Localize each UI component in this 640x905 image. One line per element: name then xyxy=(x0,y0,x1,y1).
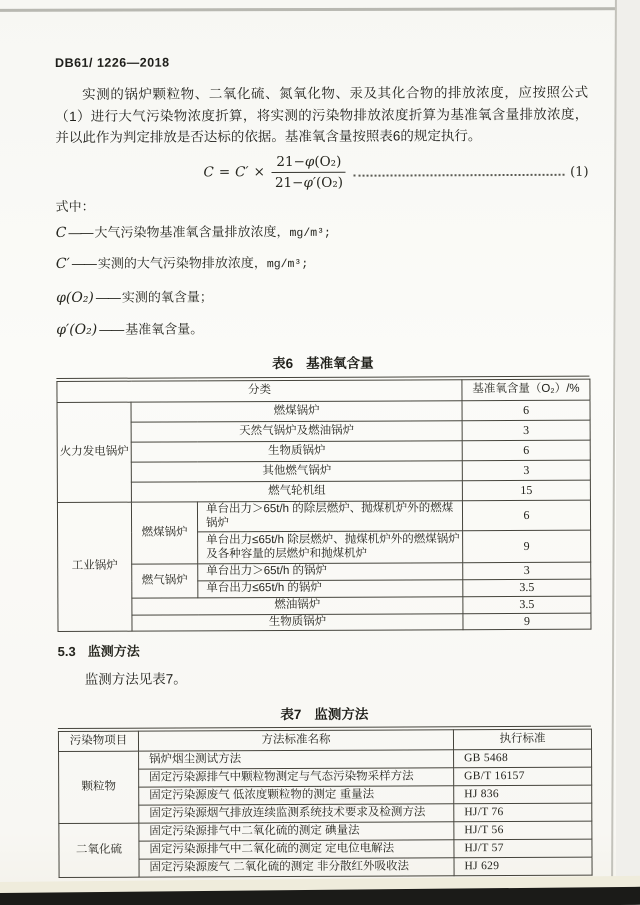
table-row xyxy=(57,460,590,482)
table6-title xyxy=(56,350,589,372)
definition-dash: —— xyxy=(71,255,96,271)
times-sign: × xyxy=(253,164,265,181)
t7-standard-cell: HJ 836 xyxy=(454,785,592,804)
symbol-phi-prime-o2: φ′(O₂) xyxy=(56,321,98,338)
t7-header-method: 方法标准名称 xyxy=(138,730,453,751)
t7-header-standard: 执行标准 xyxy=(453,729,591,750)
section-5-3-body: 监测方法见表7。 xyxy=(84,671,187,687)
document-number: DB61/ 1226—2018 xyxy=(55,55,170,70)
table7-title-text: 监测方法 xyxy=(314,706,369,722)
definition-text: 大气污染物基准氧含量排放浓度， xyxy=(94,223,290,240)
table-row xyxy=(57,480,590,502)
table-row xyxy=(59,803,592,823)
t6-header-class: 分类 xyxy=(57,380,462,403)
t6-cell-value: 6 xyxy=(462,500,590,531)
table-row xyxy=(59,767,592,787)
t6-cell-label: 其他燃气锅炉 xyxy=(131,461,462,482)
t6-cell-value: 3.5 xyxy=(463,579,591,597)
section-5-3-heading xyxy=(58,639,591,660)
intro-paragraph: 实测的锅炉颗粒物、二氧化硫、氮氧化物、汞及其化合物的排放浓度，应按照公式（1）进行大气污染物浓度折算，将实测的污染物排放浓度折算为基准氧含量排放浓度，并以此作为判定排放是否达标的依据。基准氧含量按照表6的规定执行。 xyxy=(55,84,589,145)
definition-unit: mg/m³; xyxy=(289,226,331,240)
table-row xyxy=(57,400,590,422)
section-number: 5.3 xyxy=(57,643,76,659)
formula-indent xyxy=(56,172,204,173)
table6-baseline-oxygen xyxy=(56,379,591,632)
t6-cell-value: 9 xyxy=(463,613,591,630)
t7-standard-cell: GB 5468 xyxy=(454,749,592,768)
table6-wrapper xyxy=(56,375,590,632)
t6-cell-label: 燃油锅炉 xyxy=(132,597,463,615)
t6-cell-label: 单台出力≤65t/h 的锅炉 xyxy=(198,580,463,598)
table7-monitoring-methods xyxy=(58,729,593,878)
formula-1 xyxy=(55,152,588,191)
table-row xyxy=(59,857,592,877)
page-content xyxy=(55,54,592,901)
numerator-o2: (O₂) xyxy=(314,153,342,170)
t7-header-pollutant: 污染物项目 xyxy=(58,731,138,751)
denominator-phi-prime: φ′ xyxy=(303,174,316,191)
table6-header-row xyxy=(57,379,590,402)
table-row xyxy=(58,613,591,632)
equals-sign: = xyxy=(218,164,231,181)
denominator-21: 21− xyxy=(274,174,304,191)
t7-standard-cell: HJ/T 57 xyxy=(454,839,592,858)
equation-number: (1) xyxy=(570,164,589,180)
t7-group-so2: 二氧化硫 xyxy=(59,823,139,877)
definition-text: 实测的大气污染物排放浓度， xyxy=(97,254,267,271)
t6-group-industrial: 工业锅炉 xyxy=(57,502,132,631)
symbol-c: C xyxy=(55,224,67,241)
definition-c-prime xyxy=(56,250,589,271)
definition-dash: —— xyxy=(68,224,93,240)
t6-cell-label: 单台出力＞65t/h 的除层燃炉、抛煤机炉外的燃煤锅炉 xyxy=(197,501,462,532)
t6-cell-value: 15 xyxy=(462,480,590,501)
table7-title-number: 表7 xyxy=(280,706,302,722)
table-row xyxy=(57,500,590,532)
t6-cell-label: 燃煤锅炉 xyxy=(131,401,462,422)
t6-cell-value: 3 xyxy=(462,460,590,481)
t6-header-value: 基准氧含量（O₂）/% xyxy=(462,379,590,401)
t6-cell-value: 3.5 xyxy=(463,596,591,613)
t7-method-cell: 固定污染源废气 二氧化硫的测定 非分散红外吸收法 xyxy=(139,858,454,877)
t6-cell-value: 9 xyxy=(463,530,591,563)
table7-wrapper xyxy=(58,725,592,878)
t6-cell-value: 3 xyxy=(462,420,590,441)
t7-standard-cell: HJ/T 56 xyxy=(454,821,592,840)
t6-cell-label: 天然气锅炉及燃油锅炉 xyxy=(131,421,462,442)
t6-cell-label: 燃气轮机组 xyxy=(131,481,462,502)
formula-c-prime: C′ xyxy=(235,164,249,181)
t7-standard-cell: GB/T 16157 xyxy=(454,767,592,786)
definition-phi-o2 xyxy=(56,284,589,305)
symbol-c-prime: C′ xyxy=(55,255,70,272)
fraction-numerator xyxy=(272,153,346,172)
definition-dash: —— xyxy=(99,321,124,337)
t6-cell-value: 6 xyxy=(462,400,590,421)
t7-standard-cell: HJ 629 xyxy=(454,857,592,876)
symbol-phi-o2: φ(O₂) xyxy=(56,289,94,306)
fraction-denominator xyxy=(272,172,346,190)
t6-sub-coal: 燃煤锅炉 xyxy=(131,502,197,564)
scan-top-edge-line xyxy=(0,7,640,12)
table6-title-text: 基准氧含量 xyxy=(306,355,374,371)
scanner-background-strip xyxy=(616,0,640,905)
t7-method-cell: 固定污染源废气 低浓度颗粒物的测定 重量法 xyxy=(139,786,454,805)
t6-cell-value: 6 xyxy=(462,440,590,461)
table-row xyxy=(57,420,590,442)
definition-text: 实测的氧含量； xyxy=(121,288,213,305)
t7-method-cell: 锅炉烟尘测试方法 xyxy=(139,750,454,769)
numerator-21: 21− xyxy=(276,153,305,170)
t6-cell-value: 3 xyxy=(463,562,591,580)
t7-method-cell: 固定污染源排气中颗粒物测定与气态污染物采样方法 xyxy=(139,768,454,787)
where-label: 式中： xyxy=(55,198,95,214)
table-row xyxy=(59,821,592,841)
definition-text: 基准氧含量。 xyxy=(125,320,204,337)
formula-lhs: C xyxy=(203,164,214,181)
t7-method-cell: 固定污染源烟气排放连续监测系统技术要求及检测方法 xyxy=(139,804,454,823)
table7-title xyxy=(58,701,591,723)
t7-method-cell: 固定污染源排气中二氧化硫的测定 碘量法 xyxy=(139,822,454,841)
t6-sub-gas: 燃气锅炉 xyxy=(132,564,198,598)
t6-group-power: 火力发电锅炉 xyxy=(57,402,131,502)
table7-header-row xyxy=(58,729,591,751)
denominator-o2: (O₂) xyxy=(315,174,344,191)
definition-dash: —— xyxy=(95,289,120,305)
t7-standard-cell: HJ/T 76 xyxy=(454,803,592,822)
t7-group-particulate: 颗粒物 xyxy=(59,751,139,823)
numerator-phi: φ xyxy=(304,153,315,170)
definition-c xyxy=(56,219,589,240)
table-row xyxy=(59,839,592,859)
table-row xyxy=(57,440,590,462)
definition-phi-prime-o2 xyxy=(56,316,589,337)
definition-unit: mg/m³; xyxy=(266,257,309,271)
t6-cell-label: 单台出力＞65t/h 的锅炉 xyxy=(198,563,463,581)
table-row xyxy=(59,785,592,805)
t6-cell-label: 生物质锅炉 xyxy=(131,441,462,462)
t6-cell-label: 单台出力≤65t/h 除层燃炉、抛煤机炉外的燃煤锅炉及各种容量的层燃炉和抛煤机炉 xyxy=(198,531,463,564)
table-row xyxy=(59,749,592,769)
t6-cell-label: 生物质锅炉 xyxy=(132,613,463,631)
section-title: 监测方法 xyxy=(87,643,140,659)
t7-method-cell: 固定污染源排气中二氧化硫的测定 定电位电解法 xyxy=(139,840,454,859)
fraction xyxy=(272,153,346,190)
dotted-leader xyxy=(354,174,564,177)
table6-title-number: 表6 xyxy=(272,355,294,371)
